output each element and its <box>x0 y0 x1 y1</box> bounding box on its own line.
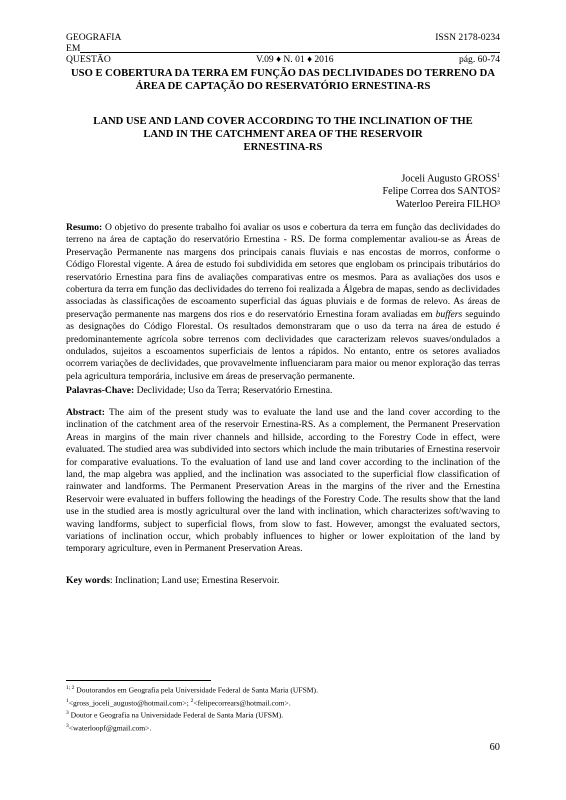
resumo-label: Resumo: <box>66 222 103 233</box>
key-words-label: Key words <box>66 575 110 586</box>
author-list <box>383 170 500 211</box>
title-english <box>66 115 500 154</box>
italic-term: buffers <box>435 308 463 320</box>
page-range: pág. 60-74 <box>458 54 500 65</box>
issn: ISSN 2178-0234 <box>435 32 500 43</box>
palavras-chave: Palavras-Chave: Declividade; Uso da Terra; Reservatório Ernestina. <box>66 385 333 396</box>
palavras-chave-label: Palavras-Chave: <box>66 385 135 396</box>
title-english-line3: ERNESTINA-RS <box>243 142 323 153</box>
author: Felipe Correa dos SANTOS² <box>382 186 500 198</box>
author: Waterloo Pereira FILHO³ <box>395 199 500 211</box>
page <box>66 0 500 800</box>
key-words: Key words: Inclination; Land use; Ernestina Reservoir. <box>66 575 280 586</box>
footnote: $^3$<waterloopf@gmail.com>. <box>66 722 152 733</box>
header-rule <box>80 52 500 53</box>
page-number: 60 <box>489 742 500 753</box>
footnote: $^{1; 2}$ Doutorandos em Geografia pela Universidade Federal de Santa Maria (UFSM). <box>66 685 318 695</box>
volume-info: V.09 ♦ N. 01 ♦ 2016 <box>256 54 334 65</box>
resumo-paragraph: Resumo: O objetivo do presente trabalho foi avaliar os usos e cobertura da terra em função das declividades do terreno na área de captação do reservatório Ernestina - RS. De forma complementar avaliou-se as Áreas de Preservação Permanente nas margens dos principais canais fluviais e nas encostas de morros, conforme o Código Florestal vigente. A área de estudo foi subdividida em setores que englobam os principais tributários do reservatório Ernestina para fins de avaliações comparativas entre os mesmos. Para as avaliações dos usos e cobertura da terra em função das declividades do terreno foi realizada a Álgebra de mapas, sendo as declividades associadas às classificações de escoamento superficial das águas pluviais e de formas de relevo. As áreas de preservação permanente nas margens dos rios e do reservatório Ernestina foram avaliadas em buffers seguindo as designações do Código Florestal. Os resultados demonstraram que o uso da terra na área de estudo é predominantemente agrícola sobre terrenos com declividades que caracterizam relevos suaves/ondulados a ondulados, sujeitos a escoamentos superficiais de lentos a rápidos. No entanto, entre os setores avaliados ocorrem variações de declividades, que provavelmente influenciaram para maior ou menor exploração das terras pela agricultura temporária, inclusive em áreas de preservação permanente. <box>66 222 501 382</box>
journal-header <box>66 32 500 65</box>
author: Joceli Augusto GROSS$^1$ <box>401 173 500 185</box>
title-english-line1: LAND USE AND LAND COVER ACCORDING TO THE INCLINATION OF THE <box>93 116 473 127</box>
footnote: $^1$<gross_joceli_augusto@hotmail.com>; $^2$<felipecorrears@hotmail.com>. <box>66 697 291 708</box>
journal-name-line1: GEOGRAFIA <box>66 32 122 43</box>
footnote-rule <box>66 680 211 681</box>
journal-name-line2: EM <box>66 43 81 54</box>
footnote: $^3$ Doutor e Geografia na Universidade Federal de Santa Maria (UFSM). <box>66 710 284 720</box>
title-portuguese: USO E COBERTURA DA TERRA EM FUNÇÃO DAS DECLIVIDADES DO TERRENO DA ÁREA DE CAPTAÇÃO DO RESERVATÓRIO ERNESTINA-RS <box>71 68 495 92</box>
title-english-line2: LAND IN THE CATCHMENT AREA OF THE RESERVOIR <box>143 129 423 140</box>
abstract-label: Abstract: <box>66 407 105 418</box>
footnotes <box>66 680 500 733</box>
abstract-paragraph: Abstract: The aim of the present study was to evaluate the land use and the land cover according to the inclination of the catchment area of the reservoir Ernestina-RS. As a complement, the Permanent Preservation Areas in margins of the main river channels and hillside, according to the Forestry Code in effect, were evaluated. The studied area was subdivided into sectors which include the main tributaries of Ernestina reservoir for comparative evaluations. To the evaluation of land use and land cover according to the inclination of the land, the map algebra was applied, and the inclination was associated to the superficial flow classification of rainwater and landforms. The Permanent Preservation Areas in the margins of the river and the Ernestina Reservoir were evaluated in buffers following the headings of the Forestry Code. The results show that the land use in the studied area is mostly agricultural over the land with inclination, which characterizes soft/waving to waving landforms, subject to superficial flows, from slow to fast. However, amongst the evaluated sectors, variations of inclination occur, which probably influences to higher or lower exploitation of the land by temporary agriculture, even in Permanent Preservation Areas. <box>66 407 500 555</box>
journal-name-line3: QUESTÃO <box>66 54 111 65</box>
